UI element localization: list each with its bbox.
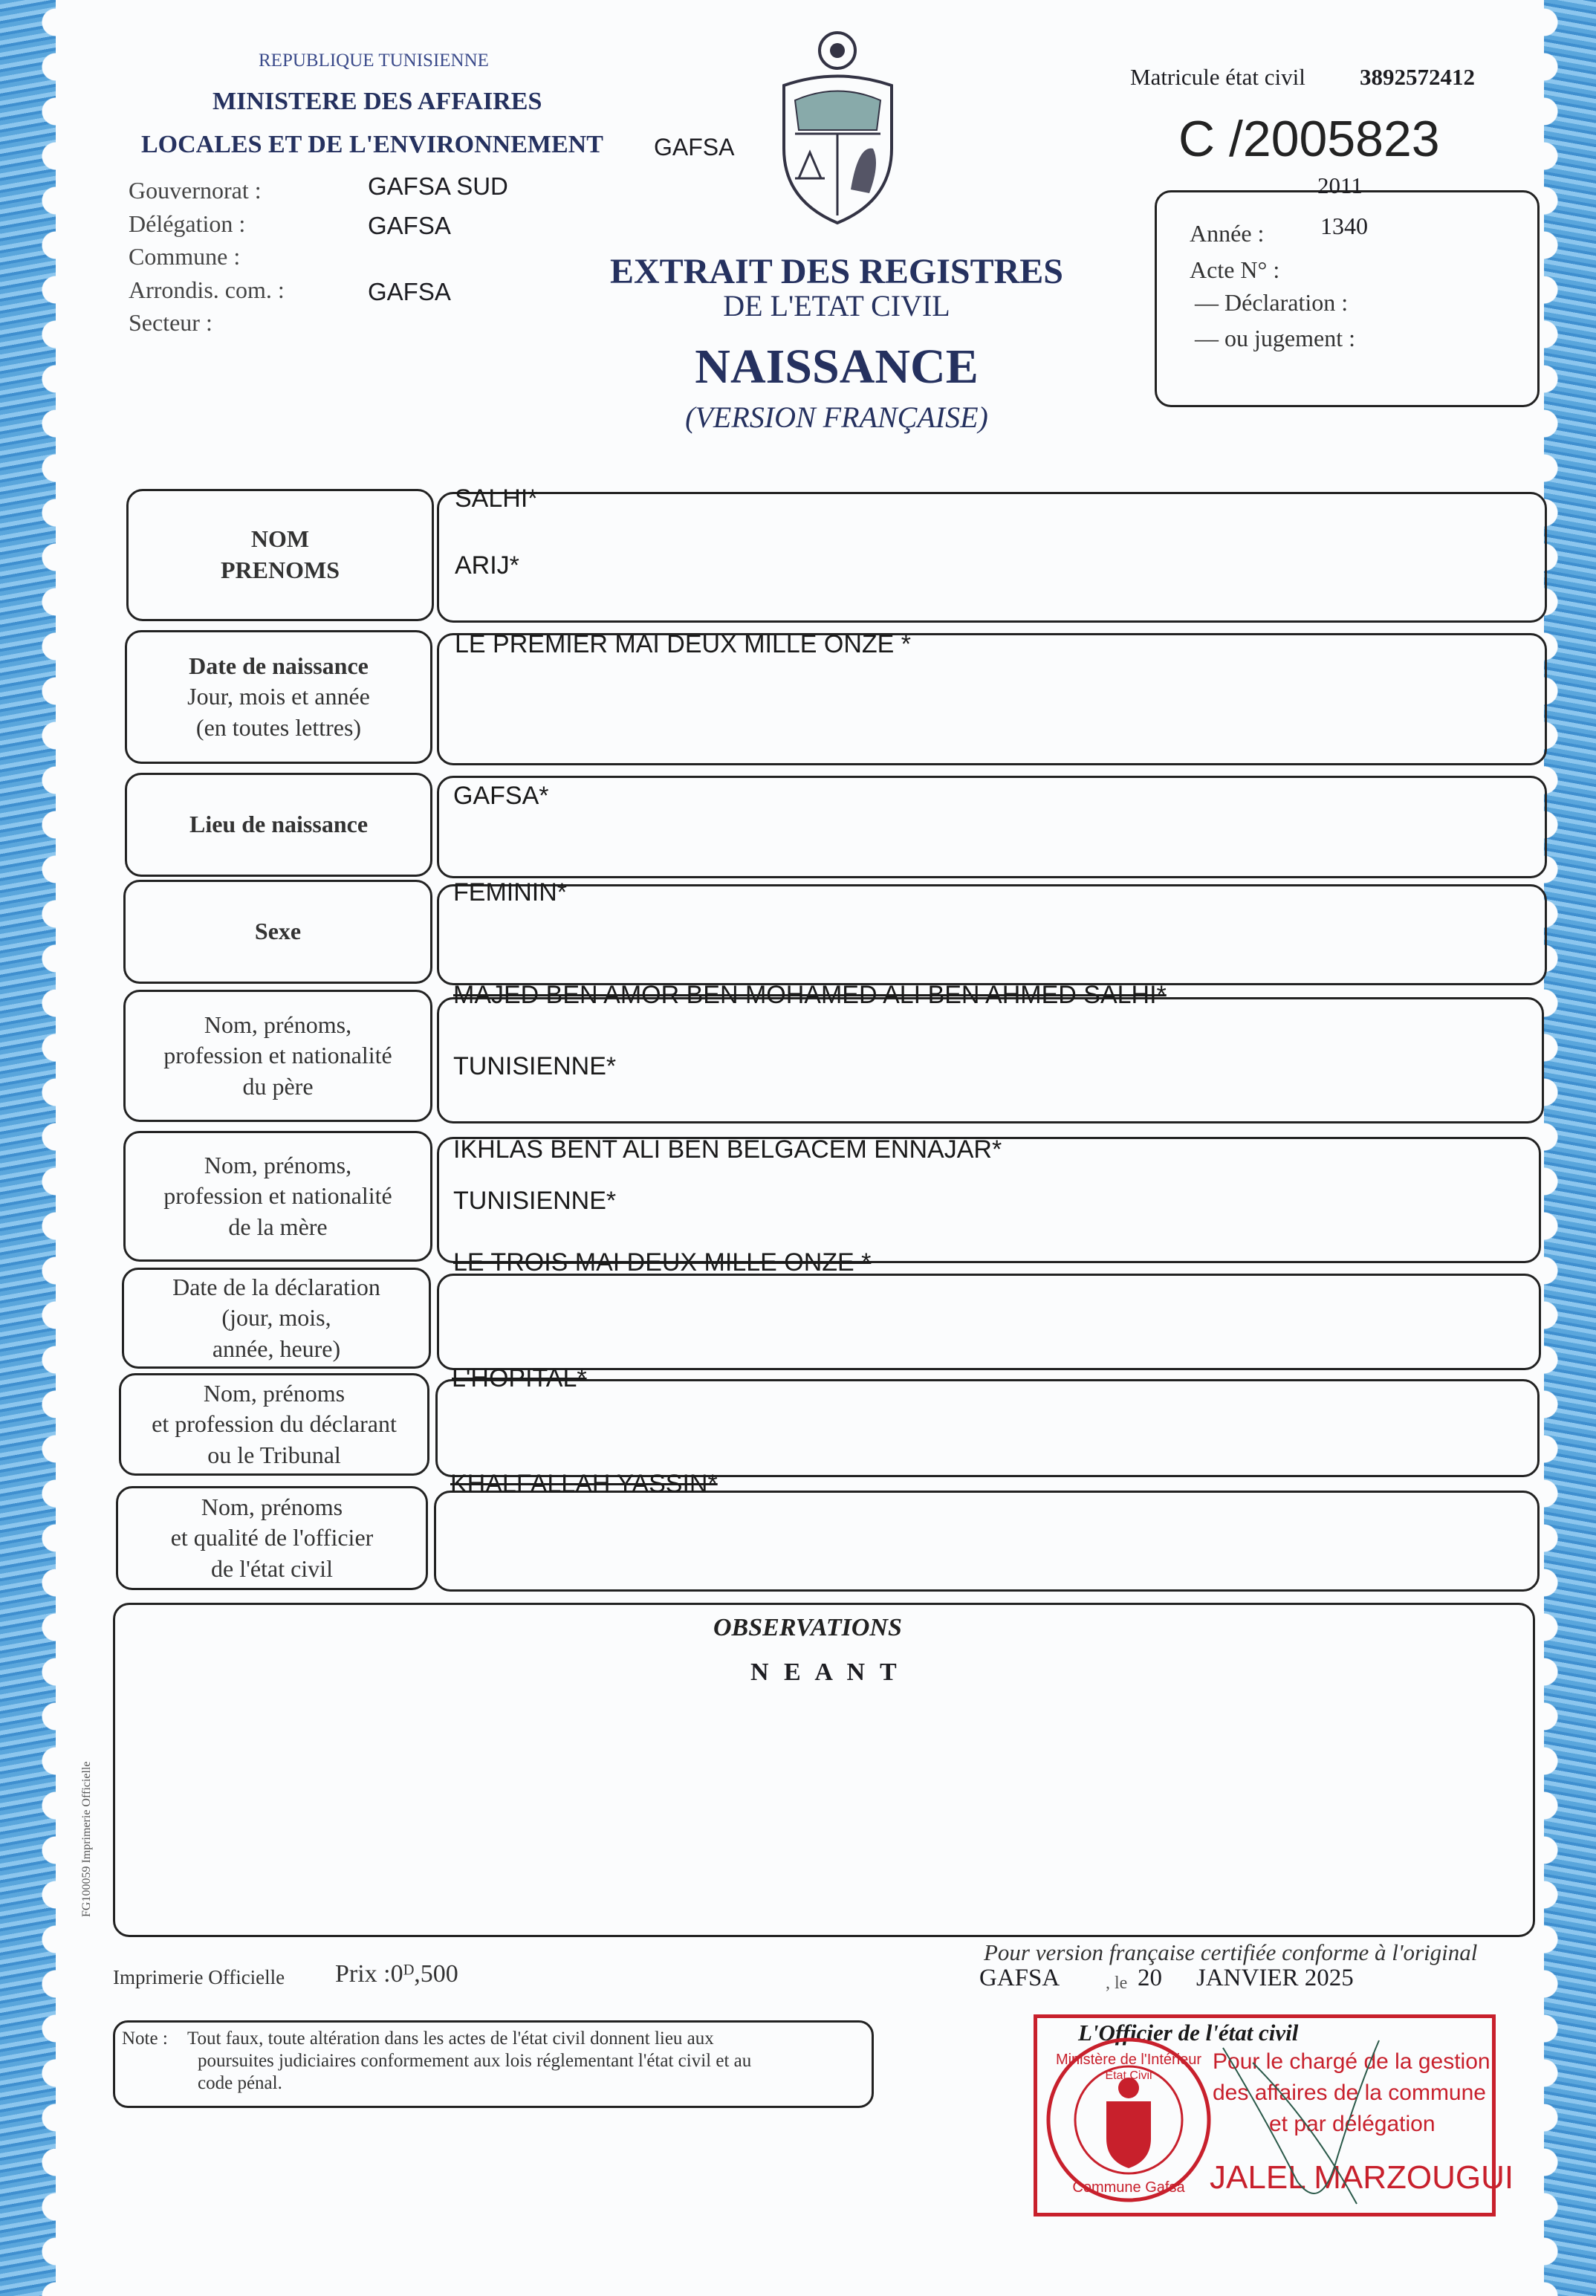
row-label-mere [123,1131,432,1262]
day-value: 20 [1138,1965,1162,1991]
title-etat-civil: DE L'ETAT CIVIL [723,289,950,322]
annee-label: Année : [1190,220,1265,247]
label-pere-3: du père [242,1072,314,1100]
row-label-sexe [123,880,432,984]
value-nom: SALHI* [455,484,538,513]
value-declaration: LE TROIS MAI DEUX MILLE ONZE * [453,1248,872,1277]
stamp-line3: et par délégation [1269,2112,1436,2136]
seal-top-text: Ministère de l'Intérieur [1055,2052,1202,2068]
label-mere-1: Nom, prénoms, [204,1151,352,1178]
tunisia-coat-of-arms-icon [773,30,903,227]
label-mere-2: profession et nationalité [163,1182,392,1210]
decorative-border-right [1544,0,1596,2296]
signature-icon [1208,2033,1401,2211]
observations-title: OBSERVATIONS [713,1614,902,1641]
row-value-box-declarant [435,1379,1540,1477]
delegation-value: GAFSA [368,212,451,239]
arrondissement-value: GAFSA [368,278,451,305]
value-prenoms: ARIJ* [455,551,519,580]
label-declaration-3: année, heure) [212,1335,341,1362]
certified-text: Pour version française certifiée conforme à l'original [984,1939,1478,1965]
officer-title: L'Officier de l'état civil [1078,2020,1299,2046]
label-sexe: Sexe [254,918,302,945]
decorative-border-left [0,0,56,2296]
label-mere-3: de la mère [228,1213,328,1240]
official-stamp [1034,2014,1514,2216]
declaration-label: — Déclaration : [1195,289,1349,316]
label-declarant-3: ou le Tribunal [207,1441,341,1468]
place-value: GAFSA [979,1965,1060,1991]
gouvernorat-value: GAFSA SUD [368,172,508,200]
value-declarant: L'HOPITAL* [452,1364,587,1392]
jugement-label: — ou jugement : [1195,325,1355,351]
republic-label: REPUBLIQUE TUNISIENNE [259,51,489,71]
value-pere-nationalite: TUNISIENNE* [453,1052,617,1080]
label-declaration-1: Date de la déclaration [172,1273,380,1300]
month-year-value: JANVIER 2025 [1196,1965,1354,1991]
year-value: 2011 [1317,172,1363,198]
label-officier-3: de l'état civil [211,1554,333,1582]
arrondissement-label: Arrondis. com. : [129,276,285,303]
gouvernorat-label: Gouvernorat : [129,177,262,204]
label-lieu: Lieu de naissance [189,811,369,838]
printer-label: Imprimerie Officielle [113,1966,285,1988]
serial-number: C /2005823 [1178,111,1440,167]
label-declaration-2: (jour, mois, [221,1304,331,1332]
value-officier: KHALFALLAH YASSIN* [450,1470,718,1498]
seal-mid-text: Etat Civil [1105,2069,1152,2082]
matricule-value: 3892572412 [1360,64,1475,90]
label-declarant-1: Nom, prénoms [203,1379,346,1407]
acte-value: 1340 [1320,213,1368,239]
row-label-declaration [122,1268,431,1369]
title-version: (VERSION FRANÇAISE) [685,400,988,434]
stamp-line1: Pour le chargé de la gestion [1213,2049,1490,2074]
title-extrait: EXTRAIT DES REGISTRES [609,252,1063,291]
price-label: Prix :0ᴰ,500 [335,1960,458,1988]
ministry-line1: MINISTERE DES AFFAIRES [213,88,542,115]
row-value-box-declaration [437,1274,1541,1370]
delegation-label: Délégation : [129,210,246,237]
observations-value: N E A N T [750,1658,901,1686]
row-label-lieu [125,773,432,877]
row-value-box-lieu [437,776,1547,878]
commune-seal-icon [1043,2034,1214,2205]
row-value-box-nom [437,492,1547,623]
seal-bottom-text: Commune Gafsa [1072,2179,1185,2196]
value-mere-nationalite: TUNISIENNE* [453,1187,617,1215]
side-print-code: FG100059 Imprimerie Officielle [80,1761,93,1917]
value-sexe: FEMININ* [453,878,567,907]
title-naissance: NAISSANCE [695,340,979,394]
row-label-officier [116,1486,428,1590]
note-label: Note : [122,2029,168,2049]
row-value-box-officier [434,1491,1540,1592]
label-date-naissance-sub1: Jour, mois et année [187,683,370,710]
label-pere-2: profession et nationalité [163,1042,392,1069]
row-label-nom [126,489,434,621]
note-text-line3: code pénal. [198,2073,282,2093]
label-date-naissance: Date de naissance [189,652,369,679]
note-text-line1: Tout faux, toute altération dans les actes de l'état civil donnent lieu aux [187,2029,714,2049]
commune-label: Commune : [129,243,241,270]
label-officier-1: Nom, prénoms [201,1493,343,1520]
acte-label: Acte N° : [1190,256,1280,283]
matricule-label: Matricule état civil [1130,64,1305,90]
ministry-overprint: GAFSA [654,134,735,160]
note-text-line2: poursuites judiciaires conformement aux lois réglementant l'état civil et au [198,2051,752,2071]
stamp-officer-name: JALEL MARZOUGUI [1210,2159,1514,2196]
stamp-line2: des affaires de la commune [1213,2081,1486,2105]
row-label-pere [123,990,432,1122]
observations-box [113,1603,1535,1937]
value-pere-nom: MAJED BEN AMOR BEN MOHAMED ALI BEN AHMED SALHI* [453,981,1167,1009]
ministry-line2: LOCALES ET DE L'ENVIRONNEMENT [141,131,603,158]
label-pere-1: Nom, prénoms, [204,1011,352,1038]
label-date-naissance-sub2: (en toutes lettres) [195,713,362,741]
label-prenoms: PRENOMS [221,557,340,583]
value-lieu: GAFSA* [453,782,549,810]
label-officier-2: et qualité de l'officier [170,1524,374,1551]
label-nom: NOM [250,525,310,553]
row-label-date-naissance [125,630,432,764]
secteur-label: Secteur : [129,309,213,336]
le-label: , le [1106,1974,1128,1993]
row-label-declarant [119,1373,429,1476]
value-date-naissance: LE PREMIER MAI DEUX MILLE ONZE * [455,630,912,658]
row-value-box-sexe [437,884,1547,985]
label-declarant-2: et profession du déclarant [152,1410,397,1438]
value-mere-nom: IKHLAS BENT ALI BEN BELGACEM ENNAJAR* [453,1135,1002,1164]
